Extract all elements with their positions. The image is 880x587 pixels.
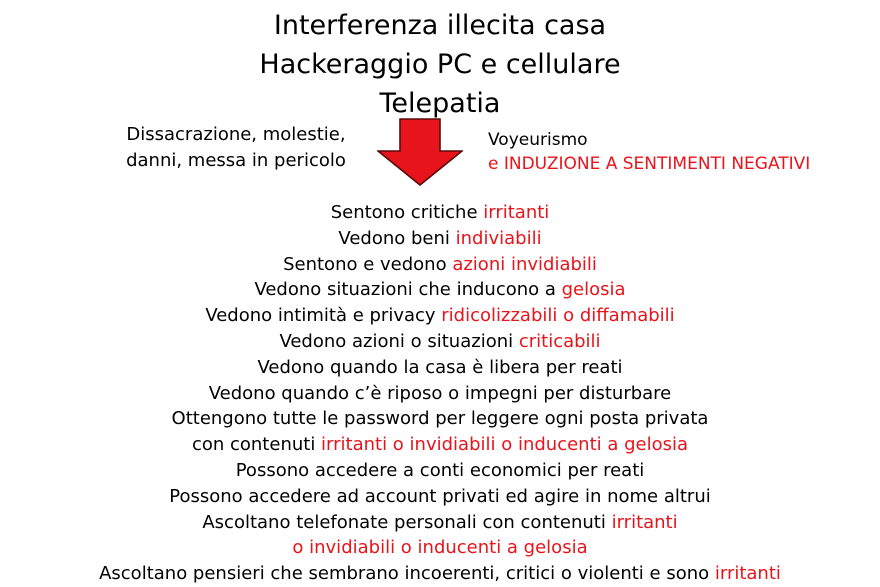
- list-item: [0, 484, 880, 510]
- right-note-line-2: e INDUZIONE A SENTIMENTI NEGATIVI: [488, 154, 811, 174]
- left-note: [96, 122, 376, 174]
- title-line-1: Interferenza illecita casa: [273, 10, 607, 41]
- list-item: [0, 406, 880, 432]
- list-item-text: Ottengono tutte le password per leggere ogni posta privata: [171, 408, 709, 430]
- list-item: [0, 329, 880, 355]
- list-item-text: Ascoltano pensieri che sembrano incoerenti, critici o violenti e sono: [99, 563, 715, 585]
- list-item-highlight: irritanti o invidiabili o inducenti a gelosia: [321, 434, 689, 456]
- list-item-highlight: ridicolizzabili o diffamabili: [441, 305, 675, 327]
- title-block: [0, 6, 880, 123]
- down-arrow-icon: [377, 118, 463, 186]
- list-item: [0, 432, 880, 458]
- list-item: [0, 381, 880, 407]
- list-item: [0, 510, 880, 536]
- list-item-highlight: o invidiabili o inducenti a gelosia: [292, 537, 588, 559]
- list-item-text: Vedono azioni o situazioni: [279, 330, 519, 352]
- list-item: [0, 355, 880, 381]
- right-note: [488, 128, 878, 176]
- title-line-2: Hackeraggio PC e cellulare: [259, 49, 621, 80]
- right-note-line-1: Voyeurismo: [488, 130, 588, 150]
- list-item-text: Vedono intimità e privacy: [205, 305, 442, 327]
- list-item-highlight: irritanti: [483, 202, 550, 223]
- list-item-highlight: criticabili: [518, 330, 601, 352]
- left-note-line-1: Dissacrazione, molestie,: [126, 124, 346, 145]
- list-item-highlight: irritanti: [714, 563, 781, 585]
- left-note-line-2: danni, messa in pericolo: [126, 150, 346, 171]
- list-item-text: Vedono quando la casa è libera per reati: [257, 356, 623, 378]
- list-item-text: Possono accedere ad account privati ed agire in nome altrui: [169, 485, 711, 507]
- list-item-text: Vedono situazioni che inducono a: [254, 279, 562, 301]
- list-item-text: con contenuti: [191, 434, 322, 456]
- list-item-text: Vedono quando c’è riposo o impegni per disturbare: [208, 382, 672, 404]
- list-item: [0, 277, 880, 303]
- list-item-highlight: azioni invidiabili: [452, 253, 597, 275]
- list-item-text: Vedono beni: [338, 227, 456, 249]
- list-item: [0, 535, 880, 561]
- list-item-text: Ascoltano telefonate personali con contenuti: [202, 511, 612, 533]
- list-item: [0, 226, 880, 252]
- list-item-highlight: gelosia: [561, 279, 626, 301]
- list-item: [0, 200, 880, 226]
- list-item: [0, 561, 880, 587]
- list-item: [0, 252, 880, 278]
- list-item: [0, 458, 880, 484]
- body-list: [0, 200, 880, 587]
- list-item-text: Sentono critiche: [330, 202, 484, 223]
- list-item-highlight: irritanti: [611, 511, 678, 533]
- title-line-3: Telepatia: [379, 88, 501, 119]
- list-item: [0, 303, 880, 329]
- list-item-text: Sentono e vedono: [283, 253, 453, 275]
- list-item-highlight: indiviabili: [455, 227, 542, 249]
- list-item-text: Possono accedere a conti economici per reati: [235, 459, 645, 481]
